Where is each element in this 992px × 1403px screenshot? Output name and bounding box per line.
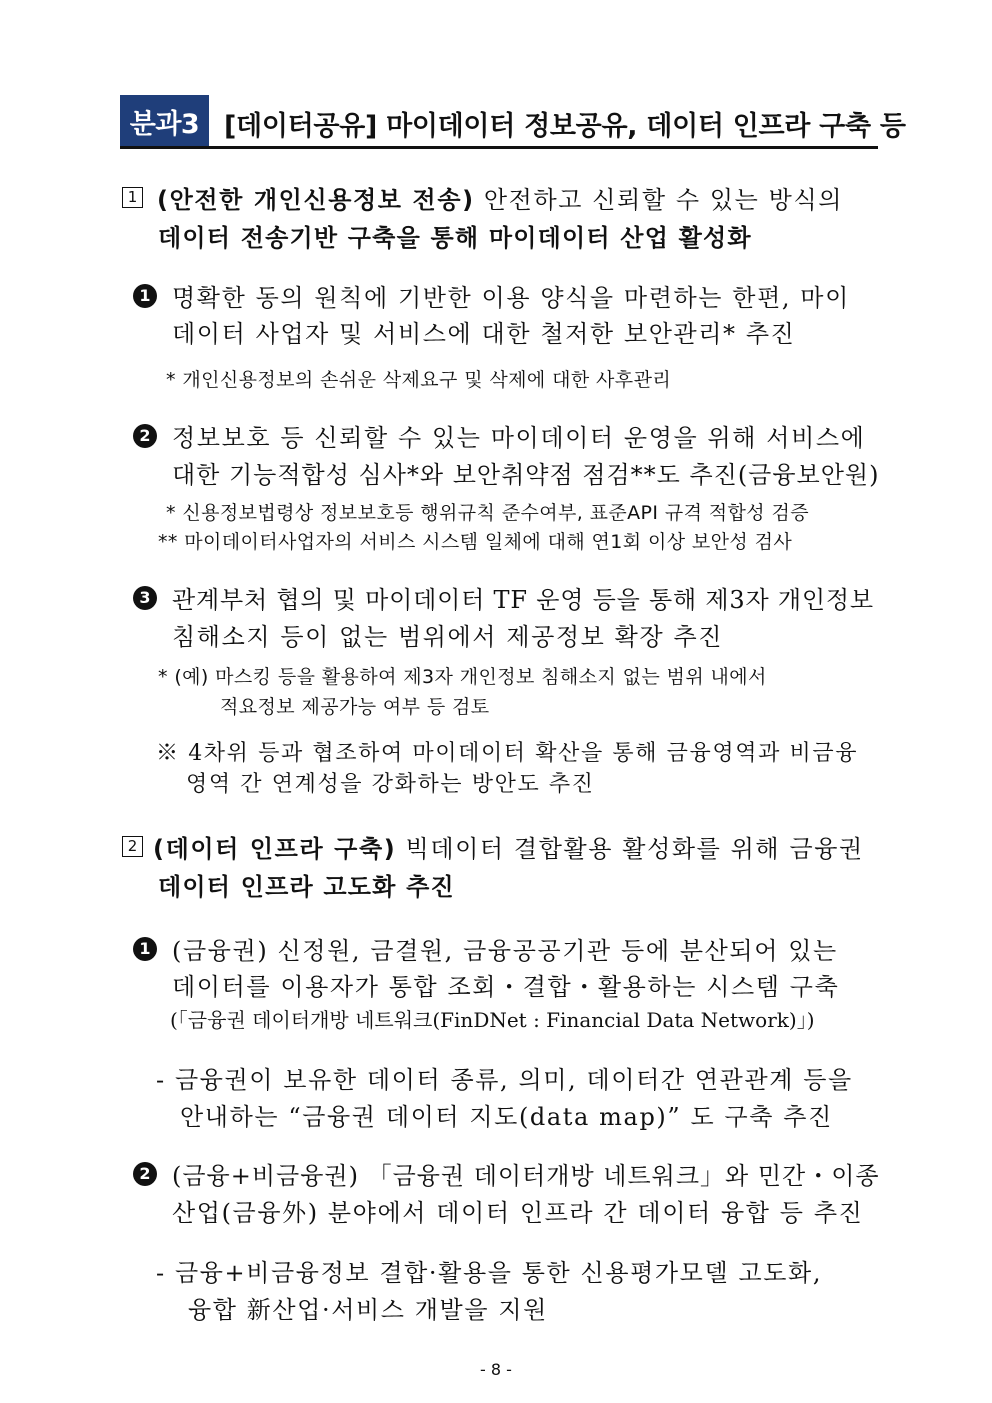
s1-item2-note2: ** 마이데이터사업자의 서비스 시스템 일체에 대해 연1회 이상 보안성 검사	[158, 531, 793, 553]
s1-item2-line2: 대한 기능적합성 심사*와 보안취약점 점검**도 추진(금융보안원)	[172, 461, 880, 489]
s2-item1-dash1: - 금융권이 보유한 데이터 종류, 의미, 데이터간 연관관계 등을	[156, 1066, 853, 1094]
s1-remark-line1: ※ 4차위 등과 협조하여 마이데이터 확산을 통해 금융영역과 비금융	[156, 741, 859, 766]
s2-item1-dash2: 안내하는 “금융권 데이터 지도(data map)” 도 구축 추진	[180, 1103, 833, 1131]
section1-heading-line2: 데이터 전송기반 구축을 통해 마이데이터 산업 활성화	[158, 224, 752, 252]
s1-item3-line2: 침해소지 등이 없는 범위에서 제공정보 확장 추진	[172, 623, 724, 651]
bullet-number: 2	[133, 1162, 157, 1186]
section2-heading-line2: 데이터 인프라 고도화 추진	[158, 873, 455, 901]
s1-item1-line2: 데이터 사업자 및 서비스에 대한 철저한 보안관리* 추진	[172, 320, 796, 348]
s1-item3-note2: 적요정보 제공가능 여부 등 검토	[220, 696, 490, 718]
s2-item2-line1: (금융+비금융권) 「금융권 데이터개방 네트워크」와 민간・이종	[172, 1162, 880, 1190]
section-number-box: 2	[122, 836, 143, 857]
s1-item1-note: * 개인신용정보의 손쉬운 삭제요구 및 삭제에 대한 사후관리	[166, 369, 672, 391]
section1-heading-line1: (안전한 개인신용정보 전송) 안전하고 신뢰할 수 있는 방식의	[157, 186, 844, 214]
s1-item3-line1: 관계부처 협의 및 마이데이터 TF 운영 등을 통해 제3자 개인정보	[172, 586, 874, 614]
s2-item2-dash1: - 금융+비금융정보 결합·활용을 통한 신용평가모델 고도화,	[156, 1259, 823, 1287]
s2-item1-line3: (「금융권 데이터개방 네트워크(FinDNet : Financial Data Network)」)	[170, 1008, 815, 1032]
s1-item1-line1: 명확한 동의 원칙에 기반한 이용 양식을 마련하는 한편, 마이	[172, 284, 850, 312]
section2-heading-line1: (데이터 인프라 구축) 빅데이터 결합활용 활성화를 위해 금융권	[153, 835, 864, 863]
s2-item1-line2: 데이터를 이용자가 통합 조회・결합・활용하는 시스템 구축	[172, 973, 840, 1001]
bullet-number: 1	[133, 284, 157, 308]
bullet-number: 2	[133, 424, 157, 448]
page-title: [데이터공유] 마이데이터 정보공유, 데이터 인프라 구축 등	[224, 111, 906, 142]
s2-item2-dash2: 융합 新산업·서비스 개발을 지원	[188, 1296, 548, 1324]
s1-item2-note1: * 신용정보법령상 정보보호등 행위규칙 준수여부, 표준API 규격 적합성 검증	[166, 502, 809, 524]
page-number: - 8 -	[480, 1360, 512, 1379]
s1-item3-note1: * (예) 마스킹 등을 활용하여 제3자 개인정보 침해소지 없는 범위 내에서	[158, 666, 767, 688]
s1-remark-line2: 영역 간 연계성을 강화하는 방안도 추진	[186, 772, 595, 797]
bullet-number: 1	[133, 937, 157, 961]
s2-item1-line1: (금융권) 신정원, 금결원, 금융공공기관 등에 분산되어 있는	[172, 937, 838, 965]
s2-item2-line2: 산업(금융外) 분야에서 데이터 인프라 간 데이터 융합 등 추진	[172, 1199, 864, 1227]
s1-item2-line1: 정보보호 등 신뢰할 수 있는 마이데이터 운영을 위해 서비스에	[172, 424, 866, 452]
title-underline	[120, 146, 878, 149]
bullet-number: 3	[133, 586, 157, 610]
section-number-box: 1	[122, 187, 143, 208]
section-tag: 분과3	[120, 95, 209, 147]
